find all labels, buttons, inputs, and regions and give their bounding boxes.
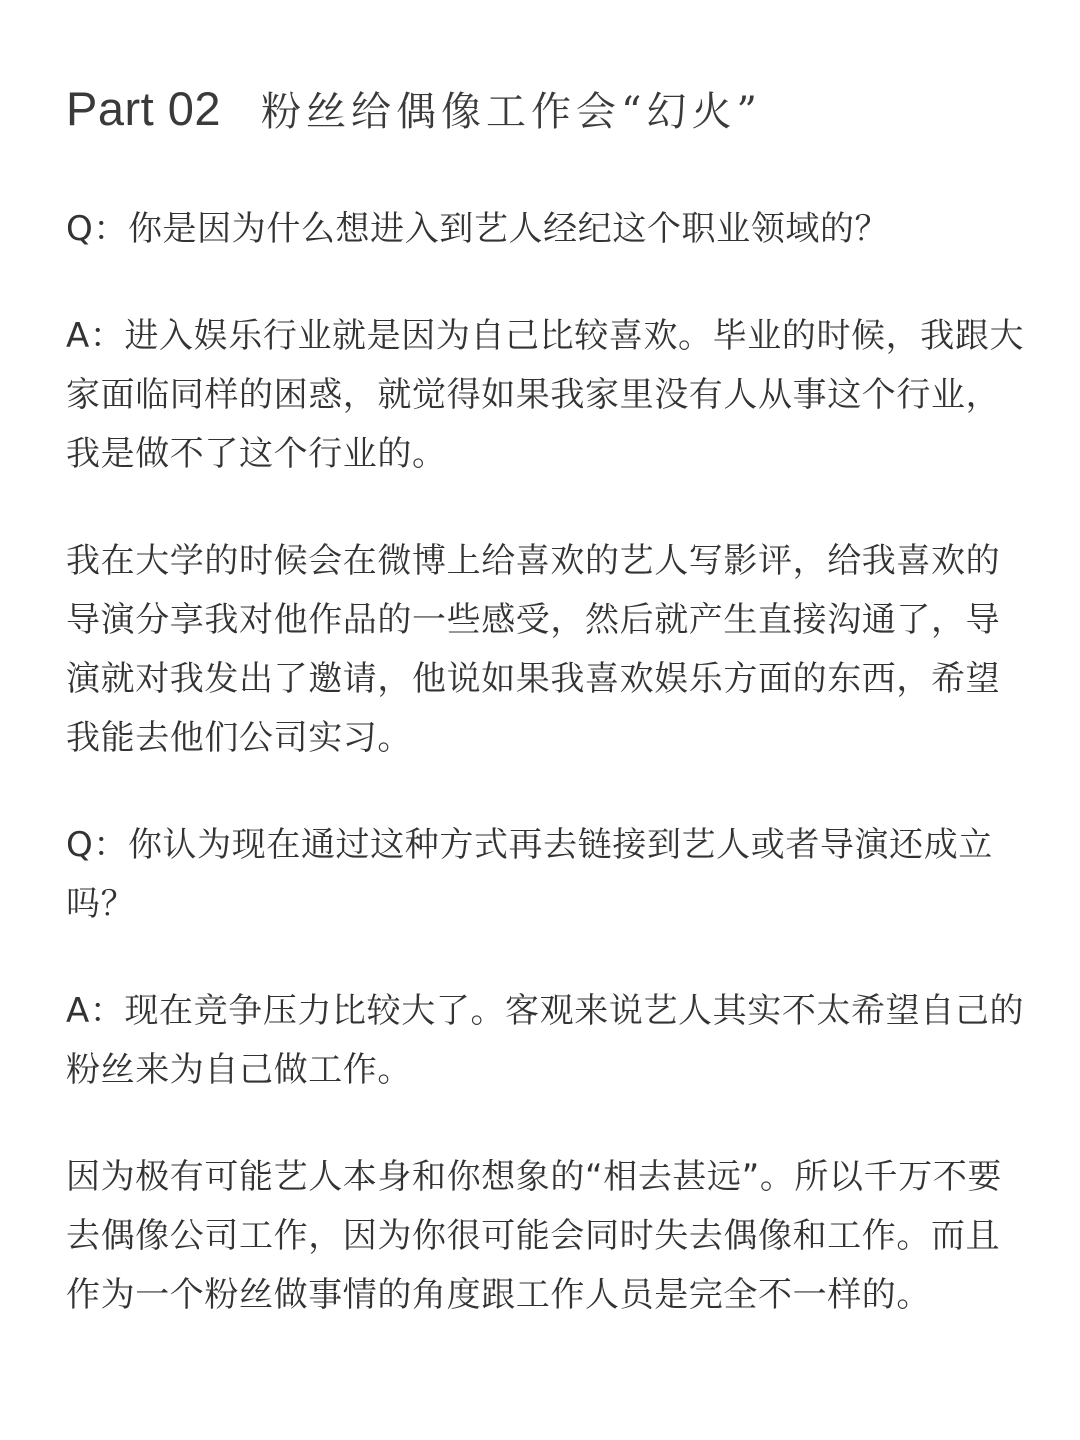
section-title: 粉丝给偶像工作会“幻火” (261, 89, 762, 135)
part-label: Part 02 (66, 82, 222, 135)
question-1: Q：你是因为什么想进入到艺人经纪这个职业领域的？ (66, 209, 890, 249)
question-2: Q：你认为现在通过这种方式再去链接到艺人或者导演还成立吗？ (66, 825, 993, 924)
section-header (66, 80, 1026, 142)
article (66, 80, 1026, 1373)
answer-1: A：进入娱乐行业就是因为自己比较喜欢。毕业的时候，我跟大家面临同样的困惑，就觉得如果我家里没有人从事这个行业，我是做不了这个行业的。 (66, 316, 1025, 474)
answer-2: A：现在竞争压力比较大了。客观来说艺人其实不太希望自己的粉丝来为自己做工作。 (66, 991, 1025, 1090)
answer-2-continued: 因为极有可能艺人本身和你想象的“相去甚远”。所以千万不要去偶像公司工作，因为你很可能会同时失去偶像和工作。而且作为一个粉丝做事情的角度跟工作人员是完全不一样的。 (66, 1157, 1003, 1315)
answer-1-continued: 我在大学的时候会在微博上给喜欢的艺人写影评，给我喜欢的导演分享我对他作品的一些感受，然后就产生直接沟通了，导演就对我发出了邀请，他说如果我喜欢娱乐方面的东西，希望我能去他们公司实习。 (66, 541, 1001, 758)
